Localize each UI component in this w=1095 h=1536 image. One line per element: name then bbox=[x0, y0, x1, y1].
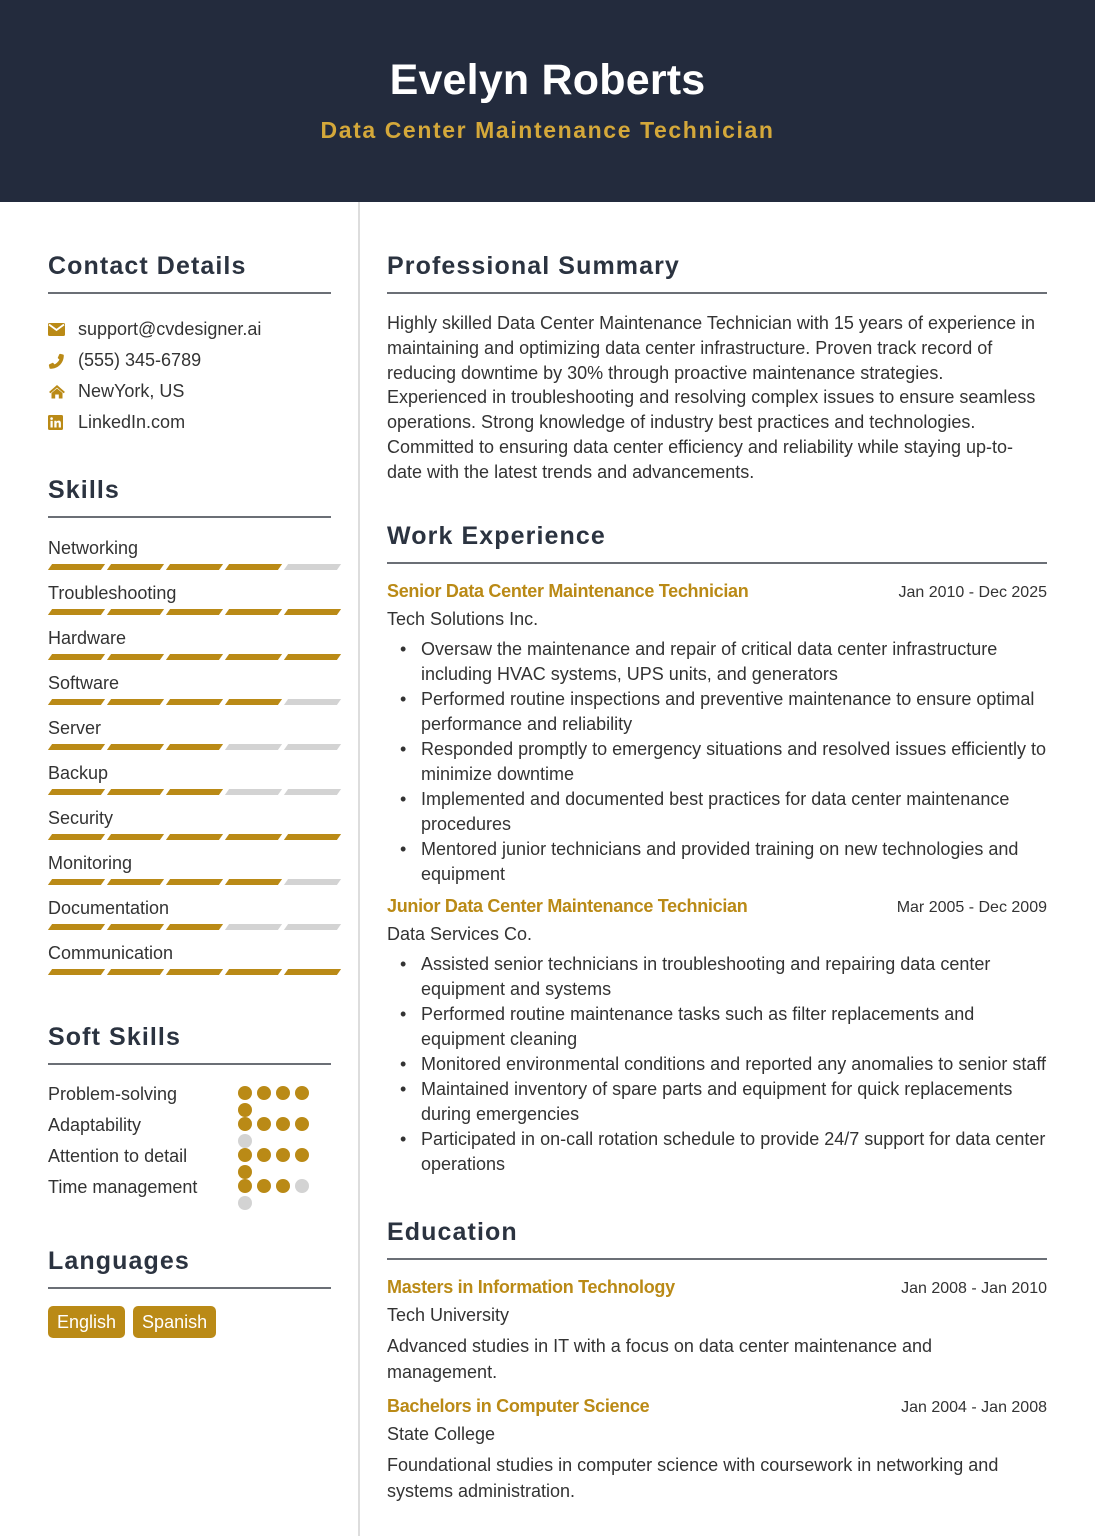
soft-skill-label: Time management bbox=[48, 1177, 198, 1197]
rating-dot bbox=[238, 1196, 252, 1210]
rating-segment bbox=[166, 879, 223, 885]
rating-segment bbox=[166, 969, 223, 975]
rating-segment bbox=[107, 879, 164, 885]
contact-location-text: NewYork, US bbox=[78, 381, 185, 401]
skill-label: Communication bbox=[48, 943, 174, 963]
soft-skills-list bbox=[48, 1079, 331, 1203]
rating-dot bbox=[257, 1179, 271, 1193]
contact-linkedin-text: LinkedIn.com bbox=[78, 412, 186, 432]
candidate-job-title: Data Center Maintenance Technician bbox=[320, 117, 775, 143]
rating-dot bbox=[295, 1148, 309, 1162]
section-title-soft-skills: Soft Skills bbox=[48, 1023, 181, 1051]
rating-dot bbox=[238, 1117, 252, 1131]
skills-list bbox=[48, 533, 331, 983]
section-title-languages: Languages bbox=[48, 1247, 190, 1275]
skill-rating-bar bbox=[48, 564, 339, 570]
skill-item bbox=[48, 938, 331, 983]
skill-label: Networking bbox=[48, 538, 139, 558]
skill-item bbox=[48, 668, 331, 713]
job-bullet: • Mentored junior technicians and provided training on new technologies and equipment bbox=[387, 837, 1047, 887]
languages-section bbox=[48, 1244, 331, 1338]
rating-segment bbox=[48, 969, 105, 975]
skill-label: Monitoring bbox=[48, 853, 133, 873]
job-company: Data Services Co. bbox=[387, 923, 533, 944]
job-bullet: • Monitored environmental conditions and reported any anomalies to senior staff bbox=[387, 1052, 1047, 1077]
rating-dot bbox=[276, 1117, 290, 1131]
rating-segment bbox=[225, 789, 282, 795]
rating-dot bbox=[295, 1179, 309, 1193]
rating-dot bbox=[257, 1117, 271, 1131]
language-tag-english: English bbox=[48, 1306, 125, 1338]
rating-segment bbox=[107, 834, 164, 840]
section-divider bbox=[48, 1287, 331, 1289]
skill-label: Hardware bbox=[48, 628, 127, 648]
skill-rating-bar bbox=[48, 699, 339, 705]
soft-skill-label: Problem-solving bbox=[48, 1084, 178, 1104]
rating-segment bbox=[107, 699, 164, 705]
rating-segment bbox=[284, 789, 341, 795]
rating-segment bbox=[107, 924, 164, 930]
skill-rating-bar bbox=[48, 969, 339, 975]
skill-rating-bar bbox=[48, 834, 339, 840]
skill-item bbox=[48, 803, 331, 848]
skill-label: Documentation bbox=[48, 898, 170, 918]
job-title: Senior Data Center Maintenance Technician bbox=[387, 580, 749, 601]
rating-segment bbox=[166, 789, 223, 795]
rating-segment bbox=[166, 564, 223, 570]
rating-segment bbox=[284, 834, 341, 840]
rating-dot bbox=[238, 1179, 252, 1193]
soft-skills-section bbox=[48, 1020, 331, 1203]
rating-segment bbox=[107, 564, 164, 570]
summary-text: Highly skilled Data Center Maintenance Technician with 15 years of experience in maintaining and optimizing data center infrastructure. Proven track record of reducing downtime by 30% through proactive maintenance strategies. Experienced in troubleshooting and resolving complex issues to ensure seamless operations. Strong knowledge of industry best practices and technologies. Committed to ensuring data center efficiency and reliability while staying up-to-date with the latest trends and advancements. bbox=[387, 313, 1036, 482]
skill-item bbox=[48, 758, 331, 803]
rating-segment bbox=[107, 789, 164, 795]
contact-linkedin[interactable] bbox=[48, 407, 331, 438]
skill-item bbox=[48, 848, 331, 893]
skill-rating-bar bbox=[48, 609, 339, 615]
rating-segment bbox=[107, 744, 164, 750]
language-tags bbox=[48, 1306, 331, 1338]
linkedin-icon bbox=[48, 415, 78, 430]
rating-segment bbox=[48, 924, 105, 930]
rating-segment bbox=[284, 744, 341, 750]
rating-dot bbox=[276, 1086, 290, 1100]
rating-segment bbox=[225, 564, 282, 570]
section-title-contact: Contact Details bbox=[48, 252, 247, 280]
rating-segment bbox=[107, 969, 164, 975]
rating-dot bbox=[276, 1148, 290, 1162]
rating-segment bbox=[225, 969, 282, 975]
rating-segment bbox=[166, 654, 223, 660]
contact-phone-text: (555) 345-6789 bbox=[78, 350, 202, 370]
rating-segment bbox=[225, 744, 282, 750]
rating-segment bbox=[48, 789, 105, 795]
rating-segment bbox=[48, 834, 105, 840]
education-description: Advanced studies in IT with a focus on data center maintenance and management. bbox=[387, 1335, 933, 1382]
job-entry bbox=[387, 581, 1047, 887]
job-bullet: • Assisted senior technicians in troubleshooting and repairing data center equipment and systems bbox=[387, 952, 1047, 1002]
degree-title: Bachelors in Computer Science bbox=[387, 1395, 650, 1416]
section-divider bbox=[387, 292, 1047, 294]
rating-segment bbox=[48, 564, 105, 570]
skill-label: Backup bbox=[48, 763, 109, 783]
candidate-name: Evelyn Roberts bbox=[389, 56, 706, 104]
soft-skill-item bbox=[48, 1172, 331, 1203]
rating-segment bbox=[166, 924, 223, 930]
contact-email-text: support@cvdesigner.ai bbox=[78, 319, 262, 339]
rating-segment bbox=[166, 609, 223, 615]
main-content bbox=[387, 202, 1047, 1504]
rating-segment bbox=[225, 654, 282, 660]
section-divider bbox=[387, 1258, 1047, 1260]
rating-segment bbox=[284, 879, 341, 885]
rating-segment bbox=[48, 699, 105, 705]
language-tag-spanish: Spanish bbox=[133, 1306, 216, 1338]
contact-phone[interactable] bbox=[48, 345, 331, 376]
job-bullet: • Responded promptly to emergency situations and resolved issues efficiently to minimize downtime bbox=[387, 737, 1047, 787]
rating-segment bbox=[225, 609, 282, 615]
job-company: Tech Solutions Inc. bbox=[387, 608, 539, 629]
skill-rating-bar bbox=[48, 789, 339, 795]
sidebar bbox=[48, 202, 331, 1338]
education-section bbox=[387, 1215, 1047, 1504]
contact-email[interactable] bbox=[48, 314, 331, 345]
job-dates: Jan 2010 - Dec 2025 bbox=[898, 583, 1047, 601]
education-entry bbox=[387, 1396, 1047, 1504]
skill-item bbox=[48, 713, 331, 758]
school-name: State College bbox=[387, 1423, 496, 1444]
section-divider bbox=[48, 1063, 331, 1065]
rating-dot bbox=[238, 1148, 252, 1162]
rating-segment bbox=[225, 879, 282, 885]
degree-title: Masters in Information Technology bbox=[387, 1276, 675, 1297]
rating-segment bbox=[107, 609, 164, 615]
section-divider bbox=[48, 292, 331, 294]
skill-rating-bar bbox=[48, 654, 339, 660]
section-title-experience: Work Experience bbox=[387, 521, 606, 550]
skill-item bbox=[48, 578, 331, 623]
skill-rating-bar bbox=[48, 879, 339, 885]
soft-skill-rating-dots bbox=[238, 1179, 314, 1210]
resume-header bbox=[0, 0, 1095, 202]
rating-segment bbox=[225, 699, 282, 705]
rating-segment bbox=[225, 834, 282, 840]
skill-rating-bar bbox=[48, 744, 339, 750]
job-bullet: • Performed routine maintenance tasks such as filter replacements and equipment cleaning bbox=[387, 1002, 1047, 1052]
job-bullet: • Performed routine inspections and preventive maintenance to ensure optimal performance and reliability bbox=[387, 687, 1047, 737]
rating-segment bbox=[284, 969, 341, 975]
skills-section bbox=[48, 473, 331, 983]
education-dates: Jan 2004 - Jan 2008 bbox=[901, 1398, 1047, 1416]
job-dates: Mar 2005 - Dec 2009 bbox=[896, 898, 1047, 916]
skill-item bbox=[48, 623, 331, 668]
section-divider bbox=[48, 516, 331, 518]
job-entry bbox=[387, 896, 1047, 1177]
job-bullet: • Maintained inventory of spare parts and equipment for quick replacements during emergencies bbox=[387, 1077, 1047, 1127]
education-dates: Jan 2008 - Jan 2010 bbox=[901, 1279, 1047, 1297]
rating-dot bbox=[238, 1086, 252, 1100]
rating-segment bbox=[166, 744, 223, 750]
section-title-skills: Skills bbox=[48, 476, 120, 504]
school-name: Tech University bbox=[387, 1304, 510, 1325]
rating-dot bbox=[257, 1086, 271, 1100]
summary-section bbox=[387, 249, 1047, 485]
contact-location bbox=[48, 376, 331, 407]
rating-dot bbox=[295, 1117, 309, 1131]
job-bullets bbox=[387, 637, 1047, 887]
section-title-education: Education bbox=[387, 1217, 518, 1246]
column-divider bbox=[358, 202, 360, 1536]
job-bullets bbox=[387, 952, 1047, 1177]
rating-segment bbox=[48, 879, 105, 885]
job-bullet: • Oversaw the maintenance and repair of critical data center infrastructure including HVAC systems, UPS units, and generators bbox=[387, 637, 1047, 687]
rating-segment bbox=[48, 609, 105, 615]
rating-segment bbox=[48, 654, 105, 660]
rating-dot bbox=[276, 1179, 290, 1193]
rating-dot bbox=[257, 1148, 271, 1162]
skill-item bbox=[48, 893, 331, 938]
education-entry bbox=[387, 1277, 1047, 1385]
soft-skill-item bbox=[48, 1079, 331, 1110]
phone-icon bbox=[48, 353, 78, 369]
rating-segment bbox=[225, 924, 282, 930]
rating-segment bbox=[284, 564, 341, 570]
skill-label: Software bbox=[48, 673, 120, 693]
contact-section bbox=[48, 249, 331, 438]
section-divider bbox=[387, 562, 1047, 564]
rating-segment bbox=[166, 699, 223, 705]
rating-segment bbox=[284, 654, 341, 660]
skill-item bbox=[48, 533, 331, 578]
job-bullet: • Implemented and documented best practices for data center maintenance procedures bbox=[387, 787, 1047, 837]
skill-rating-bar bbox=[48, 924, 339, 930]
job-bullet: • Participated in on-call rotation schedule to provide 24/7 support for data center operations bbox=[387, 1127, 1047, 1177]
rating-segment bbox=[284, 699, 341, 705]
rating-segment bbox=[107, 654, 164, 660]
envelope-icon bbox=[48, 323, 78, 336]
skill-label: Troubleshooting bbox=[48, 583, 177, 603]
education-description: Foundational studies in computer science with coursework in networking and systems administration. bbox=[387, 1454, 999, 1501]
section-title-summary: Professional Summary bbox=[387, 252, 680, 280]
soft-skill-item bbox=[48, 1141, 331, 1172]
skill-label: Security bbox=[48, 808, 114, 828]
soft-skill-item bbox=[48, 1110, 331, 1141]
skill-label: Server bbox=[48, 718, 102, 738]
rating-segment bbox=[284, 609, 341, 615]
job-title: Junior Data Center Maintenance Technician bbox=[387, 895, 748, 916]
rating-segment bbox=[284, 924, 341, 930]
soft-skill-label: Adaptability bbox=[48, 1115, 142, 1135]
experience-section bbox=[387, 519, 1047, 1177]
soft-skill-label: Attention to detail bbox=[48, 1146, 188, 1166]
rating-segment bbox=[48, 744, 105, 750]
rating-segment bbox=[166, 834, 223, 840]
home-icon bbox=[48, 384, 78, 399]
rating-dot bbox=[295, 1086, 309, 1100]
